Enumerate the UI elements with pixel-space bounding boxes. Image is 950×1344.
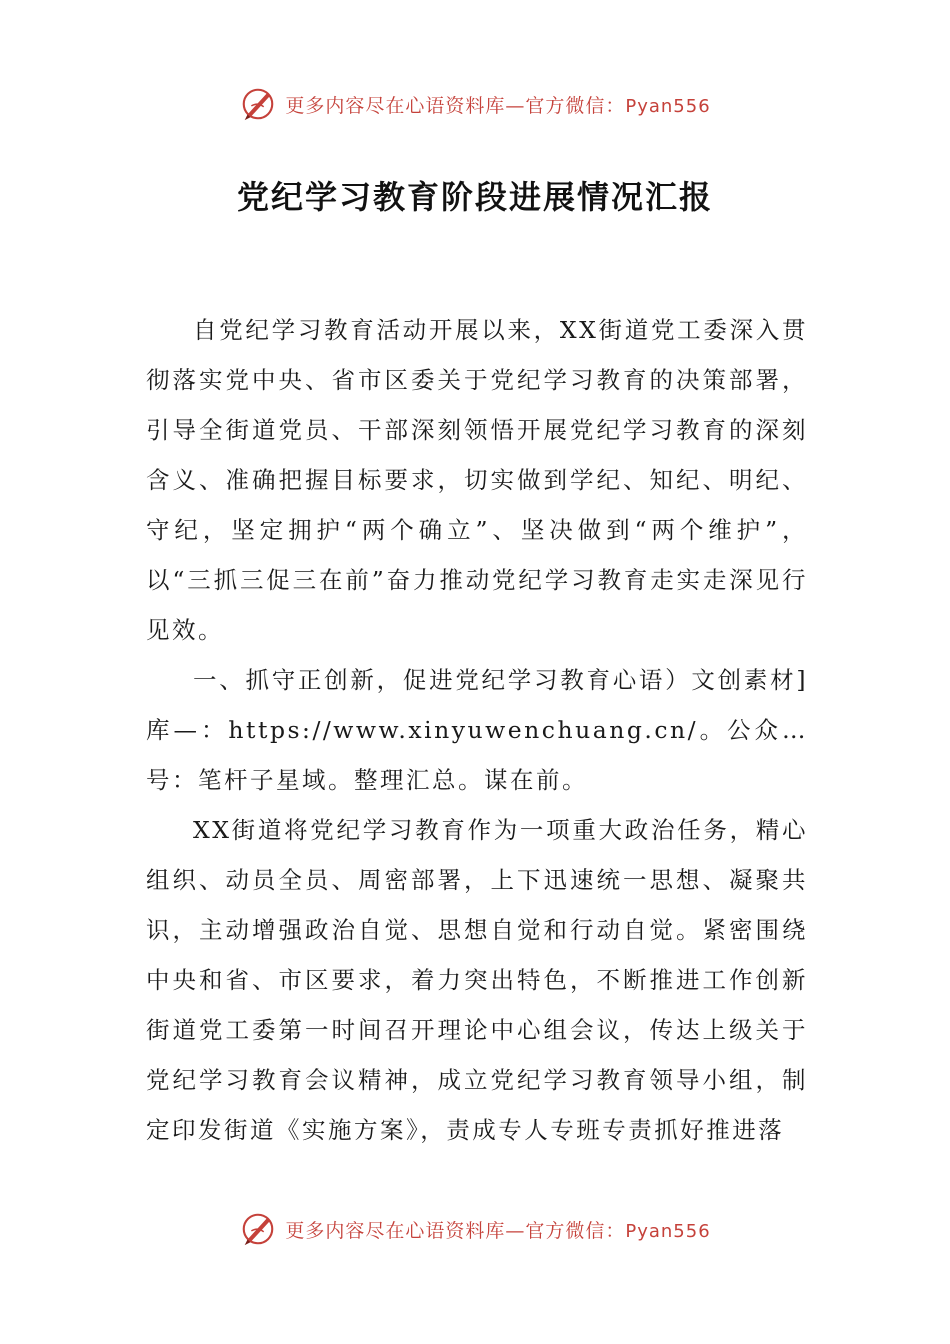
- banner-text: [285, 91, 710, 118]
- pen-circle-logo-icon: [239, 85, 277, 123]
- banner-wechat-id: Pyan556: [625, 95, 711, 117]
- banner-main-text: 更多内容尽在心语资料库—官方微信：: [285, 1219, 626, 1242]
- paragraph-intro: 自党纪学习教育活动开展以来，XX街道党工委深入贯彻落实党中央、省市区委关于党纪学习教育的决策部署，引导全街道党员、干部深刻领悟开展党纪学习教育的深刻含义、准确把握目标要求，切实做到学纪、知纪、明纪、守纪，坚定拥护“两个确立”、坚决做到“两个维护”，以“三抓三促三在前”奋力推动党纪学习教育走实走深见行见效。: [146, 316, 808, 644]
- paragraph-section-one-body: XX街道将党纪学习教育作为一项重大政治任务，精心组织、动员全员、周密部署，上下迅速统一思想、凝聚共识，主动增强政治自觉、思想自觉和行动自觉。紧密围绕中央和省、市区要求，着力突出特色，不断推进工作创新街道党工委第一时间召开理论中心组会议，传达上级关于党纪学习教育会议精神，成立党纪学习教育领导小组，制定印发街道《实施方案》，责成专人专班专责抓好推进落: [146, 816, 808, 1144]
- banner-wechat-id: Pyan556: [625, 1220, 711, 1242]
- document-body: [146, 305, 808, 1155]
- document-title: 党纪学习教育阶段进展情况汇报: [236, 178, 713, 216]
- pen-circle-logo-icon: [239, 1210, 277, 1248]
- banner-text: [285, 1216, 710, 1243]
- footer-banner[interactable]: [0, 1207, 950, 1251]
- header-banner[interactable]: [0, 82, 950, 126]
- banner-main-text: 更多内容尽在心语资料库—官方微信：: [285, 94, 626, 117]
- paragraph-section-one: 一、抓守正创新，促进党纪学习教育心语）文创素材]库—：https://www.xinyuwenchuang.cn/。公众…号：笔杆子星域。整理汇总。谋在前。: [146, 666, 808, 794]
